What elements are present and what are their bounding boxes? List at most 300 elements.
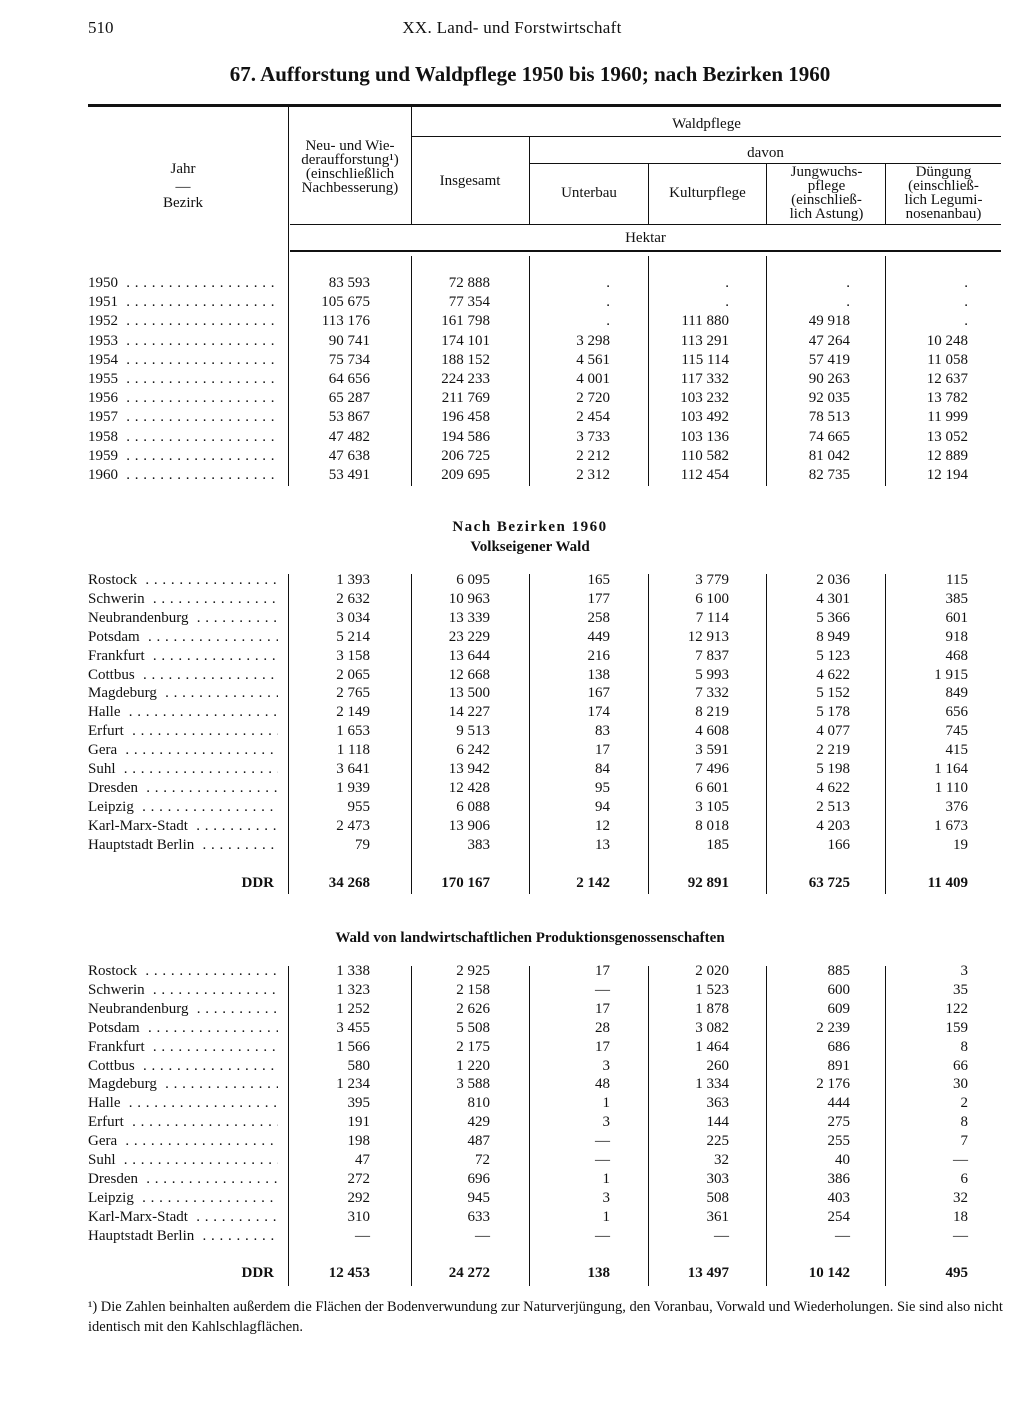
cell-col1: 75 734 <box>328 351 370 368</box>
cell-col5: 4 622 <box>816 779 850 796</box>
cell-col1: 65 287 <box>328 390 370 407</box>
cell-col3: 449 <box>587 628 610 645</box>
table-row <box>0 741 1024 760</box>
cell-col5: 74 665 <box>808 428 850 445</box>
cell-col2: 945 <box>467 1189 490 1206</box>
cell-col3: 165 <box>587 572 610 588</box>
cell-col4: 508 <box>706 1189 729 1206</box>
cell-col1: 1 252 <box>336 1000 370 1017</box>
cell-col1: — <box>355 1227 370 1244</box>
cell-col5: 92 035 <box>808 390 850 407</box>
cell-col4: 111 880 <box>681 313 729 330</box>
table-row <box>0 408 1024 427</box>
cell-col6: 1 673 <box>934 817 968 834</box>
row-label-text: Schwerin <box>88 590 145 607</box>
row-label <box>88 1151 278 1170</box>
cell-col1: 83 593 <box>328 275 370 291</box>
cell-col3: 83 <box>595 723 610 740</box>
waldpflege-header: Waldpflege <box>672 116 741 132</box>
cell-col2: 170 167 <box>441 875 490 891</box>
header-vline-col4 <box>766 163 767 224</box>
cell-col1: 2 473 <box>336 817 370 834</box>
row-label <box>88 312 278 331</box>
cell-col6: 11 409 <box>927 875 968 891</box>
row-label-text: 1957 <box>88 409 118 426</box>
cell-col1: 113 176 <box>321 313 370 330</box>
row-label-text: Leipzig <box>88 798 134 815</box>
cell-col4: 1 464 <box>695 1038 729 1055</box>
cell-col5: 63 725 <box>808 875 850 891</box>
row-label <box>88 466 278 485</box>
header-bottom-rule <box>290 250 1001 252</box>
cell-col5: 609 <box>827 1000 850 1017</box>
cell-col1: 955 <box>347 798 370 815</box>
cell-col6: 13 052 <box>926 428 968 445</box>
row-label <box>88 389 278 408</box>
cell-col6: 7 <box>960 1133 968 1150</box>
table-row <box>0 274 1024 293</box>
cell-col6: 13 782 <box>926 390 968 407</box>
kulturpflege-header: Kulturpflege <box>669 185 746 201</box>
cell-col2: 13 644 <box>448 647 490 664</box>
duengung-header-l3: lich Legumi- <box>904 192 983 208</box>
row-label <box>88 447 278 466</box>
row-label <box>88 590 278 609</box>
page-number: 510 <box>88 18 114 37</box>
header-vline-stub <box>288 107 289 252</box>
table-row <box>0 609 1024 628</box>
cell-col5: 444 <box>827 1095 850 1112</box>
cell-col4: 7 496 <box>695 761 729 777</box>
table-row <box>0 628 1024 647</box>
cell-col4: 7 332 <box>695 685 729 702</box>
row-label <box>88 428 278 447</box>
header-rule-unit <box>290 224 1001 225</box>
section1-subtitle: Volkseigener Wald <box>470 539 590 555</box>
row-label <box>88 981 278 1000</box>
cell-col6: 12 889 <box>926 447 968 464</box>
cell-col1: 90 741 <box>328 332 370 349</box>
cell-col5: 5 178 <box>816 704 850 721</box>
cell-col6: 8 <box>960 1114 968 1131</box>
cell-col6: . <box>964 294 968 311</box>
cell-col1: 53 491 <box>328 467 370 483</box>
footnote: ¹) Die Zahlen beinhalten außerdem die Flächen der Bodenverwundung zur Naturverjüngung, den Voranbau, Vorwald und Wiederholungen. Sie sind also nicht identisch mit den Kahlschlagflächen. <box>88 1299 1003 1335</box>
cell-col5: 8 949 <box>816 628 850 645</box>
table-row <box>0 1208 1024 1227</box>
cell-col4: 3 105 <box>695 798 729 815</box>
cell-col1: 79 <box>355 836 370 853</box>
cell-col3: 84 <box>595 761 610 777</box>
cell-col6: 19 <box>953 836 968 853</box>
row-label <box>88 1208 278 1227</box>
row-label <box>88 1264 274 1283</box>
row-label <box>88 722 278 741</box>
cell-col2: 6 095 <box>456 572 490 588</box>
cell-col2: 13 942 <box>448 761 490 777</box>
cell-col5: 49 918 <box>808 313 850 330</box>
unterbau-header: Unterbau <box>561 185 617 201</box>
row-label <box>88 798 278 817</box>
row-label-text: 1950 <box>88 275 118 291</box>
table-row <box>0 312 1024 331</box>
cell-col2: 13 339 <box>448 609 490 626</box>
table-row <box>0 722 1024 741</box>
cell-col3: 17 <box>595 963 610 979</box>
row-label-text: Rostock <box>88 963 138 979</box>
cell-col2: 1 220 <box>456 1057 490 1074</box>
cell-col4: 12 913 <box>687 628 729 645</box>
row-label-text: Suhl <box>88 1152 116 1168</box>
cell-col4: 103 136 <box>680 428 729 445</box>
row-label <box>88 370 278 389</box>
cell-col5: . <box>846 275 850 291</box>
cell-col4: 115 114 <box>681 351 729 368</box>
cell-col6: 1 110 <box>934 779 968 796</box>
running-title: XX. Land- und Forstwirtschaft <box>402 18 622 37</box>
row-label-text: Karl-Marx-Stadt <box>88 817 188 834</box>
cell-col4: 3 082 <box>695 1019 729 1036</box>
cell-col2: 72 <box>475 1152 490 1168</box>
cell-col5: 686 <box>827 1038 850 1055</box>
row-label <box>88 1094 278 1113</box>
cell-col2: 9 513 <box>456 723 490 740</box>
cell-col4: 225 <box>706 1133 729 1150</box>
cell-col6: 18 <box>953 1208 968 1225</box>
cell-col4: 1 334 <box>695 1076 729 1093</box>
table-row <box>0 779 1024 798</box>
cell-col3: 3 <box>602 1114 610 1131</box>
cell-col5: — <box>835 1227 850 1244</box>
cell-col1: 2 065 <box>336 666 370 683</box>
row-label <box>88 874 274 893</box>
cell-col5: 255 <box>827 1133 850 1150</box>
cell-col2: 429 <box>467 1114 490 1131</box>
table-row <box>0 571 1024 590</box>
cell-col6: 2 <box>960 1095 968 1112</box>
row-label-text: Erfurt <box>88 1114 124 1131</box>
cell-col6: 1 164 <box>934 761 968 777</box>
table-row <box>0 447 1024 466</box>
cell-col5: 57 419 <box>808 351 850 368</box>
cell-col3: 3 733 <box>576 428 610 445</box>
cell-col1: 53 867 <box>328 409 370 426</box>
table-row <box>0 798 1024 817</box>
row-label-text: 1955 <box>88 371 118 387</box>
row-label <box>88 1075 278 1094</box>
row-label-text: Hauptstadt Berlin <box>88 1227 195 1244</box>
cell-col6: 10 248 <box>926 332 968 349</box>
cell-col5: 10 142 <box>808 1265 850 1281</box>
cell-col4: 32 <box>714 1152 729 1168</box>
cell-col2: 14 227 <box>448 704 490 721</box>
cell-col3: 48 <box>595 1076 610 1093</box>
cell-col3: 13 <box>595 836 610 853</box>
row-label-text: 1956 <box>88 390 118 407</box>
cell-col3: 216 <box>587 647 610 664</box>
cell-col3: — <box>595 1152 610 1168</box>
row-label <box>88 1227 278 1246</box>
cell-col6: 415 <box>945 742 968 759</box>
cell-col2: 161 798 <box>441 313 490 330</box>
cell-col4: 7 114 <box>695 609 729 626</box>
cell-col2: 5 508 <box>456 1019 490 1036</box>
cell-col6: 656 <box>945 704 968 721</box>
cell-col6: 8 <box>960 1038 968 1055</box>
stub-header-dash: — <box>175 179 191 195</box>
cell-col4: 92 891 <box>687 875 729 891</box>
cell-col3: 95 <box>595 779 610 796</box>
cell-col3: — <box>595 1227 610 1244</box>
cell-col5: 2 239 <box>816 1019 850 1036</box>
row-label <box>88 1170 278 1189</box>
cell-col2: 13 500 <box>448 685 490 702</box>
cell-col5: 386 <box>827 1170 850 1187</box>
jungwuchs-header-l3: (einschließ- <box>791 192 862 208</box>
table-row <box>0 351 1024 370</box>
cell-col4: 8 219 <box>695 704 729 721</box>
row-label-text: Potsdam <box>88 628 140 645</box>
cell-col1: 47 482 <box>328 428 370 445</box>
cell-col3: 1 <box>602 1095 610 1112</box>
cell-col3: 17 <box>595 1000 610 1017</box>
cell-col2: 487 <box>467 1133 490 1150</box>
table-row <box>0 466 1024 485</box>
header-rule-waldpflege <box>412 136 1001 137</box>
cell-col4: 8 018 <box>695 817 729 834</box>
row-label-text: Gera <box>88 742 118 759</box>
cell-col1: 1 338 <box>336 963 370 979</box>
cell-col4: . <box>725 275 729 291</box>
row-label-text: Halle <box>88 1095 121 1112</box>
table-row <box>0 1000 1024 1019</box>
cell-col1: 2 632 <box>336 590 370 607</box>
cell-col6: . <box>964 313 968 330</box>
cell-col4: 3 779 <box>695 572 729 588</box>
cell-col5: 275 <box>827 1114 850 1131</box>
cell-col4: 112 454 <box>680 467 729 483</box>
cell-col5: 5 366 <box>816 609 850 626</box>
row-label-text: Frankfurt <box>88 647 145 664</box>
cell-col3: 12 <box>595 817 610 834</box>
cell-col6: 376 <box>945 798 968 815</box>
cell-col2: 696 <box>467 1170 490 1187</box>
cell-col1: 1 323 <box>336 981 370 998</box>
cell-col1: 1 939 <box>336 779 370 796</box>
cell-col6: 11 999 <box>927 409 968 426</box>
row-label-text: DDR <box>241 875 274 891</box>
table-row <box>0 684 1024 703</box>
row-label-text: 1953 <box>88 332 118 349</box>
cell-col5: 78 513 <box>808 409 850 426</box>
cell-col5: 4 077 <box>816 723 850 740</box>
cell-col5: . <box>846 294 850 311</box>
cell-col2: 209 695 <box>441 467 490 483</box>
table-row <box>0 1075 1024 1094</box>
row-label <box>88 1057 278 1076</box>
cell-col6: — <box>953 1152 968 1168</box>
cell-col3: 177 <box>587 590 610 607</box>
cell-col4: 363 <box>706 1095 729 1112</box>
cell-col5: 4 203 <box>816 817 850 834</box>
cell-col6: 918 <box>945 628 968 645</box>
row-label-text: Neubrandenburg <box>88 1000 189 1017</box>
header-vline-col1 <box>411 107 412 224</box>
row-label-text: Halle <box>88 704 121 721</box>
row-label-text: Dresden <box>88 1170 138 1187</box>
row-label-text: Cottbus <box>88 666 135 683</box>
table-row <box>0 647 1024 666</box>
cell-col6: 66 <box>953 1057 968 1074</box>
stub-header-jahr: Jahr <box>170 161 196 177</box>
cell-col3: 138 <box>587 666 610 683</box>
cell-col3: — <box>595 981 610 998</box>
cell-col3: 258 <box>587 609 610 626</box>
cell-col2: 2 925 <box>456 963 490 979</box>
cell-col1: 3 641 <box>336 761 370 777</box>
cell-col1: 2 149 <box>336 704 370 721</box>
row-label-text: 1960 <box>88 467 118 483</box>
cell-col1: 395 <box>347 1095 370 1112</box>
table-row <box>0 389 1024 408</box>
cell-col2: — <box>475 1227 490 1244</box>
cell-col6: 468 <box>945 647 968 664</box>
header-vline-col2 <box>529 136 530 224</box>
total-row <box>0 874 1024 893</box>
cell-col5: 885 <box>827 963 850 979</box>
section1-title: Nach Bezirken 1960 <box>452 519 608 535</box>
cell-col5: 166 <box>827 836 850 853</box>
table-row <box>0 1151 1024 1170</box>
cell-col1: 5 214 <box>336 628 370 645</box>
duengung-header-l4: nosenanbau) <box>905 206 982 222</box>
row-label-text: Rostock <box>88 572 138 588</box>
cell-col1: 2 765 <box>336 685 370 702</box>
row-label-text: Magdeburg <box>88 685 157 702</box>
cell-col4: 6 601 <box>695 779 729 796</box>
cell-col6: 30 <box>953 1076 968 1093</box>
cell-col1: 34 268 <box>328 875 370 891</box>
cell-col3: 3 <box>602 1189 610 1206</box>
cell-col1: 3 158 <box>336 647 370 664</box>
row-label-text: Hauptstadt Berlin <box>88 836 195 853</box>
row-label-text: Potsdam <box>88 1019 140 1036</box>
cell-col3: — <box>595 1133 610 1150</box>
row-label <box>88 1038 278 1057</box>
col1-header-l4: Nachbesserung) <box>301 180 399 196</box>
cell-col1: 64 656 <box>328 371 370 387</box>
row-label <box>88 1113 278 1132</box>
cell-col5: 90 263 <box>808 371 850 387</box>
row-label <box>88 647 278 666</box>
table-row <box>0 1170 1024 1189</box>
cell-col6: 159 <box>945 1019 968 1036</box>
col1-header-l1: Neu- und Wie- <box>305 138 395 154</box>
row-label-text: 1952 <box>88 313 118 330</box>
jungwuchs-header-l1: Jungwuchs- <box>790 164 863 180</box>
cell-col3: 2 142 <box>576 875 610 891</box>
table-row <box>0 760 1024 779</box>
row-label <box>88 1189 278 1208</box>
cell-col5: 4 622 <box>816 666 850 683</box>
cell-col2: 633 <box>467 1208 490 1225</box>
row-label <box>88 571 278 590</box>
stub-header-bezirk: Bezirk <box>163 195 203 211</box>
row-label-text: 1958 <box>88 428 118 445</box>
table-title: 67. Aufforstung und Waldpflege 1950 bis 1960; nach Bezirken 1960 <box>229 62 831 86</box>
cell-col5: 4 301 <box>816 590 850 607</box>
row-label <box>88 332 278 351</box>
row-label <box>88 1019 278 1038</box>
cell-col2: 23 229 <box>448 628 490 645</box>
cell-col2: 6 088 <box>456 798 490 815</box>
row-label-text: 1954 <box>88 351 118 368</box>
cell-col6: 745 <box>945 723 968 740</box>
cell-col4: 361 <box>706 1208 729 1225</box>
cell-col3: 138 <box>587 1265 610 1281</box>
row-label <box>88 408 278 427</box>
cell-col4: 5 993 <box>695 666 729 683</box>
davon-header: davon <box>747 145 784 161</box>
cell-col1: 1 566 <box>336 1038 370 1055</box>
insgesamt-header: Insgesamt <box>439 173 501 189</box>
cell-col1: 1 234 <box>336 1076 370 1093</box>
cell-col6: — <box>953 1227 968 1244</box>
cell-col1: 1 393 <box>336 572 370 588</box>
cell-col1: 47 638 <box>328 447 370 464</box>
cell-col3: 3 298 <box>576 332 610 349</box>
cell-col4: 2 020 <box>695 963 729 979</box>
cell-col3: 17 <box>595 742 610 759</box>
row-label-text: Dresden <box>88 779 138 796</box>
cell-col2: 10 963 <box>448 590 490 607</box>
cell-col3: . <box>606 275 610 291</box>
cell-col2: 6 242 <box>456 742 490 759</box>
cell-col4: . <box>725 294 729 311</box>
row-label <box>88 1132 278 1151</box>
cell-col2: 2 175 <box>456 1038 490 1055</box>
cell-col4: 113 291 <box>680 332 729 349</box>
cell-col6: 3 <box>960 963 968 979</box>
row-label-text: Neubrandenburg <box>88 609 189 626</box>
cell-col2: 2 158 <box>456 981 490 998</box>
table-row <box>0 428 1024 447</box>
row-label-text: Frankfurt <box>88 1038 145 1055</box>
row-label <box>88 609 278 628</box>
table-row <box>0 981 1024 1000</box>
row-label <box>88 684 278 703</box>
cell-col2: 383 <box>467 836 490 853</box>
table-row <box>0 962 1024 981</box>
cell-col2: 211 769 <box>441 390 490 407</box>
cell-col1: 1 118 <box>336 742 370 759</box>
cell-col4: 1 523 <box>695 981 729 998</box>
row-label <box>88 817 278 836</box>
table-row <box>0 1057 1024 1076</box>
cell-col3: 174 <box>587 704 610 721</box>
cell-col2: 194 586 <box>441 428 490 445</box>
cell-col6: . <box>964 275 968 291</box>
cell-col5: 403 <box>827 1189 850 1206</box>
cell-col5: 891 <box>827 1057 850 1074</box>
row-label <box>88 703 278 722</box>
row-label-text: Schwerin <box>88 981 145 998</box>
cell-col3: . <box>606 294 610 311</box>
row-label <box>88 836 278 855</box>
row-label-text: DDR <box>241 1265 274 1281</box>
cell-col2: 24 272 <box>448 1265 490 1281</box>
cell-col1: 292 <box>347 1189 370 1206</box>
